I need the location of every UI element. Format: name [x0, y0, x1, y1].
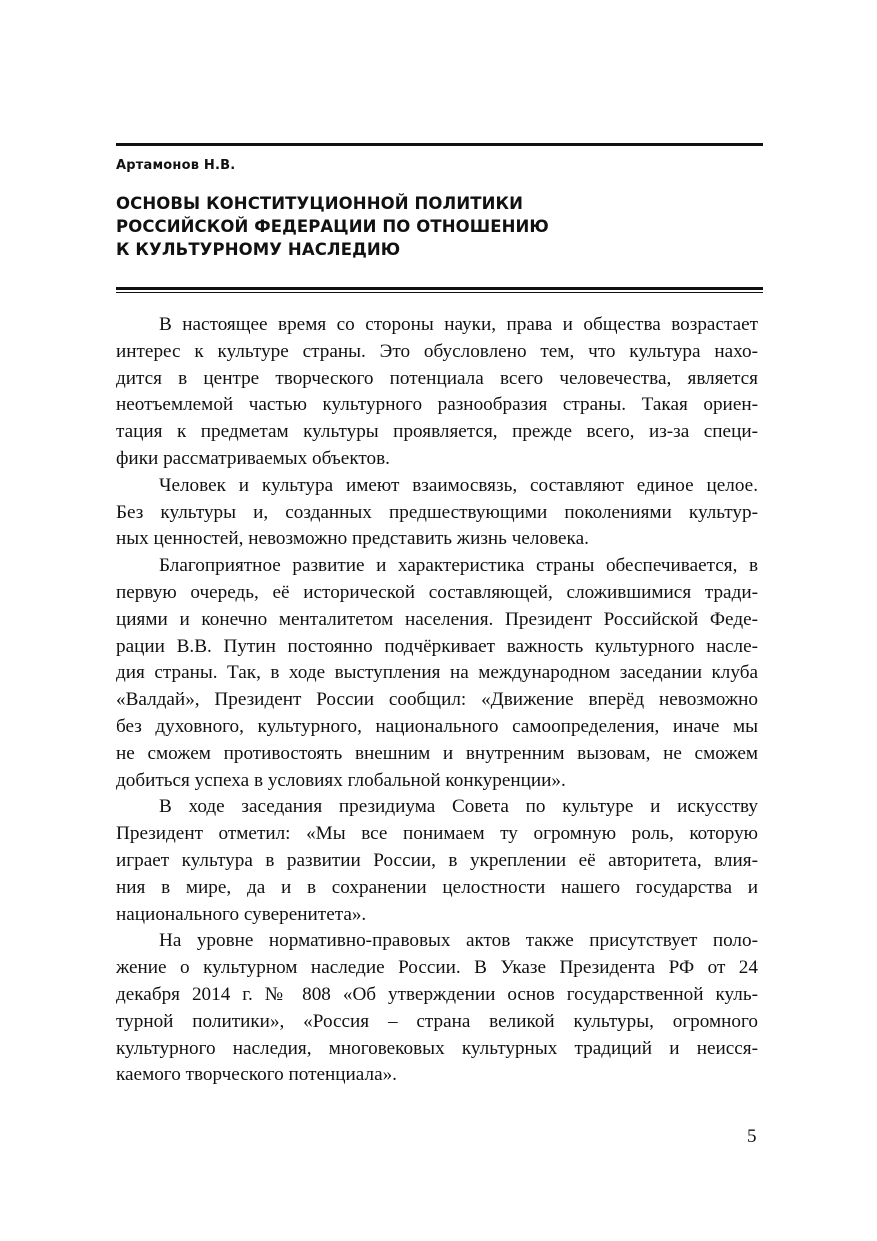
text-line: не сможем противостоять внешним и внутренним вызовам, не сможем — [116, 742, 758, 764]
text-line: каемого творческого потенциала». — [116, 1064, 397, 1086]
title-line: ОСНОВЫ КОНСТИТУЦИОННОЙ ПОЛИТИКИ — [116, 194, 524, 213]
page-number: 5 — [747, 1126, 757, 1147]
text-line: дия страны. Так, в ходе выступления на международном заседании клуба — [116, 662, 758, 684]
text-line: В ходе заседания президиума Совета по культуре и искусству — [159, 796, 758, 818]
text-line: ния в мире, да и в сохранении целостности нашего государства и — [116, 876, 758, 898]
text-line: интерес к культуре страны. Это обусловлено тем, что культура нахо- — [116, 340, 758, 362]
text-line: играет культура в развитии России, в укреплении её авторитета, влия- — [116, 849, 758, 871]
text-line: В настоящее время со стороны науки, права и общества возрастает — [159, 314, 758, 335]
article-body — [116, 312, 758, 1089]
text-line: рации В.В. Путин постоянно подчёркивает важность культурного насле- — [116, 635, 758, 657]
text-line: первую очередь, её исторической составляющей, сложившимися тради- — [116, 581, 758, 603]
text-line: национального суверенитета». — [116, 903, 367, 925]
text-line: «Валдай», Президент России сообщил: «Движение вперёд невозможно — [116, 689, 758, 711]
text-line: добиться успеха в условиях глобальной конкуренции». — [116, 769, 566, 791]
text-line: дится в центре творческого потенциала всего человечества, является — [116, 367, 758, 389]
paragraph — [116, 553, 758, 794]
text-line: декабря 2014 г. № 808 «Об утверждении основ государственной куль- — [116, 983, 758, 1005]
header-top-rule — [116, 143, 763, 146]
title-bottom-rule-thin — [116, 292, 763, 293]
title-bottom-rule-thick — [116, 287, 763, 290]
author-name: Артамонов Н.В. — [116, 158, 236, 173]
text-line: жение о культурном наследие России. В Указе Президента РФ от 24 — [116, 957, 758, 979]
text-line: неотъемлемой частью культурного разнообразия страны. Такая ориен- — [116, 394, 758, 416]
text-line: Благоприятное развитие и характеристика страны обеспечивается, в — [159, 555, 758, 577]
text-line: фики рассматриваемых объектов. — [116, 447, 390, 469]
text-line: Без культуры и, созданных предшествующими поколениями культур- — [116, 501, 758, 523]
paragraph — [116, 473, 758, 553]
paragraph — [116, 928, 758, 1089]
text-line: На уровне нормативно-правовых актов также присутствует поло- — [159, 930, 758, 952]
text-line: без духовного, культурного, национального самоопределения, иначе мы — [116, 715, 758, 737]
title-line: РОССИЙСКОЙ ФЕДЕРАЦИИ ПО ОТНОШЕНИЮ — [116, 217, 549, 236]
text-line: циями и конечно менталитетом населения. Президент Российской Феде- — [116, 608, 758, 630]
title-line: К КУЛЬТУРНОМУ НАСЛЕДИЮ — [116, 240, 401, 259]
text-line: Президент отметил: «Мы все понимаем ту огромную роль, которую — [116, 823, 758, 845]
text-line: Человек и культура имеют взаимосвязь, составляют единое целое. — [159, 474, 758, 496]
article-title — [116, 192, 763, 261]
text-line: культурного наследия, многовековых культурных традиций и неисся- — [116, 1037, 758, 1059]
paragraph — [116, 794, 758, 928]
text-line: ных ценностей, невозможно представить жизнь человека. — [116, 528, 589, 550]
text-line: тация к предметам культуры проявляется, прежде всего, из-за специ- — [116, 421, 758, 443]
paragraph — [116, 312, 758, 473]
text-line: турной политики», «Россия – страна великой культуры, огромного — [116, 1010, 758, 1032]
